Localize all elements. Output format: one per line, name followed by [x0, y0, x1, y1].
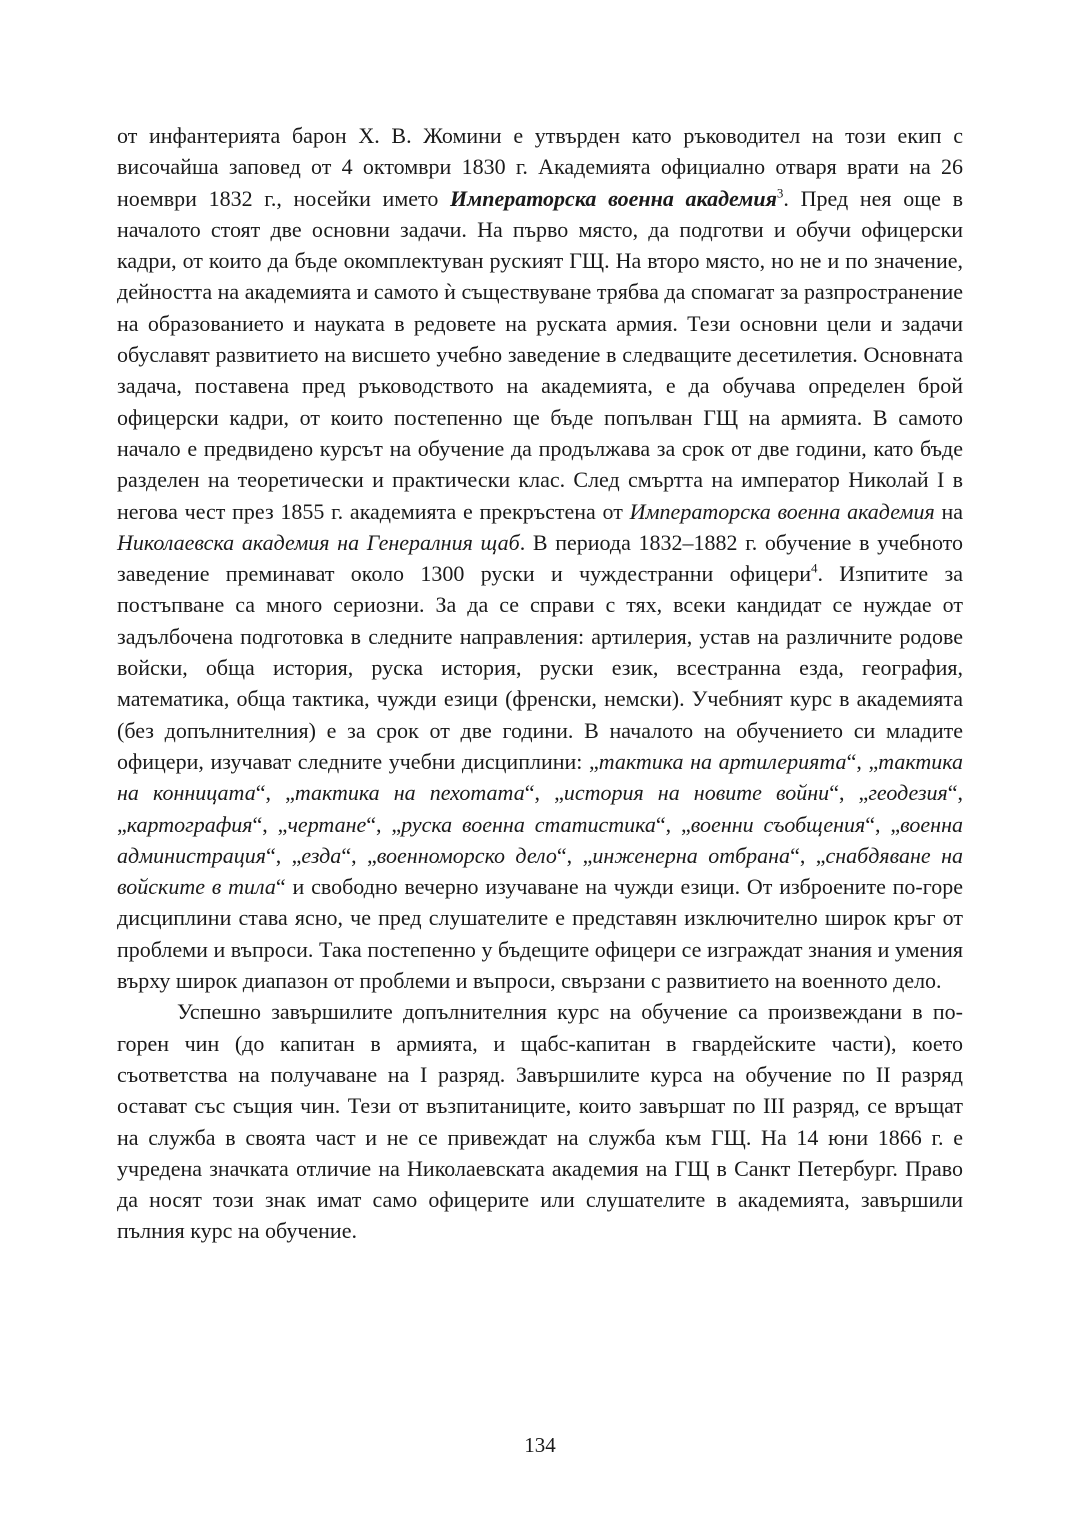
discipline-item: руска военна статистика [401, 811, 656, 837]
discipline-item: тактика на пехотата [294, 780, 525, 806]
paragraph-1-text-c: на [934, 498, 963, 524]
discipline-item: инженерна отбрана [592, 842, 791, 868]
footnote-ref-3: 3 [776, 185, 784, 201]
paragraph-1-text-f: и свободно вечерно изучаване на чужди езици. От изброените по-горе дисциплини става ясно, че пред слушателите е представян изключително широк кръг от проблеми и въпроси. Така постепенно у бъдещите офицери се изграждат знания и умения върху широк диапазон от проблеми и въпроси, свързани с развитието на военното дело. [117, 874, 963, 994]
paragraph-1 [117, 120, 963, 996]
discipline-item: чертане [287, 811, 367, 837]
paragraph-1-text-d: . В периода 1832–1882 г. обучение в учебното заведение преминават около 1300 руски и чуждестранни офицери [117, 529, 963, 587]
discipline-item: геодезия [868, 780, 948, 806]
discipline-item: снабдяване на войските в тила [117, 842, 963, 900]
academy-new-name: Николаевска академия на Генералния щаб [117, 529, 520, 555]
page-number: 134 [524, 1433, 556, 1457]
paragraph-1-text-a: от инфантерията барон Х. В. Жомини е утвърден като ръководител на този екип с височайша заповед от 4 октомври 1830 г. Академията официално отваря врати на 26 ноември 1832 г., носейки името [117, 123, 963, 211]
paragraph-2: Успешно завършилите допълнителния курс на обучение са произвеждани в по-горен чин (до капитан в армията, и щабс-капитан в гвардейските части), което съответства на получаване на I разряд. Завършилите курса на обучение по II разряд остават със същия чин. Тези от възпитаниците, които завършат по III разряд, се връщат на служба в своята част и не се привеждат на служба към ГЩ. На 14 юни 1866 г. е учредена значката отличие на Николаевската академия на ГЩ в Санкт Петербург. Право да носят този знак имат само офицерите или слушателите в академията, завършили пълния курс на обучение. [117, 999, 963, 1244]
body-text [117, 120, 963, 1247]
academy-old-name: Императорска военна академия [629, 498, 935, 524]
disciplines-list: „тактика на артилерията“, „тактика на конницата“, „тактика на пехотата“, „история на новите войни“, „геодезия“, „картография“, „чертане“, „руска военна статистика“, „военни съобщения“, „военна администрация“, „езда“, „военноморско дело“, „инженерна отбрана“, „снабдяване на войските в тила“ [117, 748, 964, 900]
discipline-item: тактика на артилерията [598, 748, 847, 774]
discipline-item: военна администрация [117, 811, 963, 868]
discipline-item: военноморско дело [376, 842, 557, 868]
paragraph-1-text-b: . Пред нея още в началото стоят две основни задачи. На първо място, да подготви и обучи офицерски кадри, от които да бъде окомплектуван руският ГЩ. На второ място, но не и по значение, дейността на академията и самото ѝ съществуване трябва да спомагат за разпространение на образованието и науката в редовете на руската армия. Тези основни цели и задачи обуславят развитието на висшето учебно заведение в следващите десетилетия. Основната задача, поставена пред ръководството на академията, е да обучава определен брой офицерски кадри, от които постепенно ще бъде попълван ГЩ на армията. В самото начало е предвидено курсът на обучение да продължава за срок от две години, като бъде разделен на теоретически и практически клас. След смъртта на император Николай I в негова чест през 1855 г. академията е прекръстена от [117, 185, 964, 524]
paragraph-1-text-e: . Изпитите за постъпване са много сериозни. За да се справи с тях, всеки кандидат се нуждае от задълбочена подготовка в следните направления: артилерия, устав на различните родове войски, обща история, руска история, руски език, всестранна езда, география, математика, обща тактика, чужди езици (френски, немски). Учебният курс в академията (без допълнителния) е за срок от две години. В началото на обучението си младите офицери, изучават следните учебни дисциплини: [117, 561, 963, 774]
discipline-item: военни съобщения [690, 811, 866, 837]
discipline-item: картография [126, 811, 253, 837]
discipline-item: тактика на конницата [117, 748, 963, 806]
discipline-item: езда [301, 842, 342, 868]
discipline-item: история на новите войни [563, 780, 830, 806]
academy-name-bold: Императорска военна академия [450, 185, 777, 211]
footnote-ref-4: 4 [810, 560, 818, 576]
